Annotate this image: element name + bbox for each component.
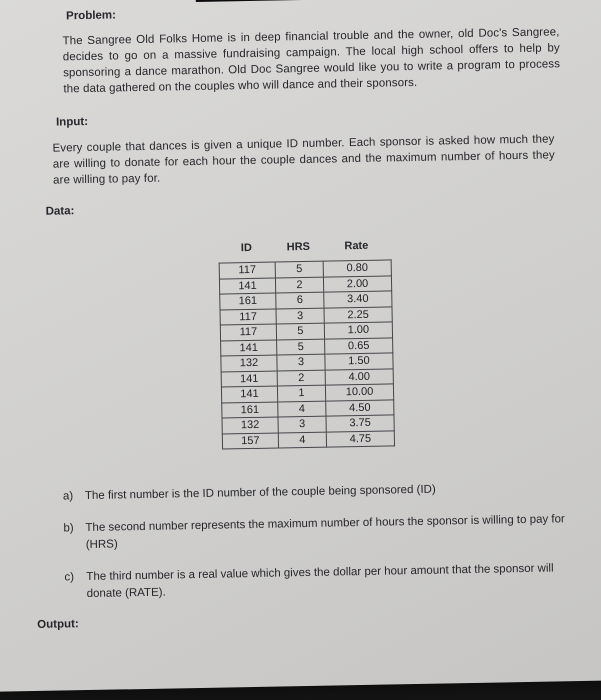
table-cell: 117 [219,262,275,279]
table-cell: 141 [221,371,277,388]
table-header-row [218,239,394,254]
table-cell: 5 [275,261,323,277]
table-cell: 117 [220,324,276,341]
input-paragraph: Every couple that dances is given a unique ID number. Each sponsor is asked how much they are willing to donate for each hour the couple dances and the maximum number of hours they are willing to pay for. [52,133,555,187]
table-cell: 1.00 [324,322,392,339]
note-item-b [63,511,584,555]
table-cell: 4.50 [326,399,394,416]
problem-heading: Problem: [65,9,117,23]
table-cell: 161 [220,293,276,310]
table-cell: 4.00 [325,368,393,385]
table-cell: 141 [219,278,275,295]
input-heading: Input: [55,115,89,129]
table-cell: 141 [221,340,277,357]
table-cell: 4 [278,401,326,417]
table-row [222,430,394,449]
table-cell: 4.75 [326,430,394,447]
table-cell: 3.75 [326,415,394,432]
table-cell: 157 [222,433,278,450]
output-heading: Output: [37,618,79,631]
table-cell: 0.80 [323,260,391,277]
column-header-id: ID [240,241,252,255]
note-item-a [63,479,583,506]
table-cell: 5 [276,323,324,339]
table-cell: 161 [222,402,278,419]
table-cell: 117 [220,309,276,326]
note-label: a) [62,490,74,503]
note-item-c [64,560,585,604]
table-cell: 2.25 [324,306,392,323]
table-cell: 4 [278,432,326,448]
column-header-hrs: HRS [286,240,311,254]
table-cell: 132 [221,355,277,372]
note-text: The first number is the ID number of the couple being sponsored (ID) [84,483,436,503]
table-cell: 3 [278,416,326,432]
data-heading: Data: [45,205,75,218]
note-text: The second number represents the maximum number of hours the sponsor is willing to pay for (HRS) [85,513,565,552]
table-cell: 3.40 [324,291,392,308]
table-cell: 2.00 [323,275,391,292]
table-cell: 3 [277,354,325,370]
data-table-section [218,239,398,449]
data-table [219,259,395,449]
document-content [26,1,585,631]
table-cell: 6 [276,292,324,308]
table-cell: 2 [277,370,325,386]
table-cell: 3 [276,308,324,324]
note-label: b) [63,522,74,535]
table-cell: 141 [221,386,277,403]
table-cell: 1 [277,385,325,401]
table-cell: 10.00 [325,384,393,401]
table-cell: 0.65 [325,337,393,354]
notes-list [63,479,585,604]
problem-paragraph: The Sangree Old Folks Home is in deep financial trouble and the owner, old Doc's Sangree, decides to go on a massive fundraising campaign. The local high school offers to help by sponsoring a dance marathon. Old Doc Sangree would like you to write a program to process the data gathered on the couples who will dance and their sponsors. [62,26,561,96]
note-label: c) [64,571,75,584]
table-cell: 2 [275,277,323,293]
table-cell: 132 [222,417,278,434]
note-text: The third number is a real value which gives the dollar per hour amount that the sponsor will donate (RATE). [86,562,554,601]
table-cell: 1.50 [325,353,393,370]
table-cell: 5 [277,339,325,355]
column-header-rate: Rate [344,239,369,253]
